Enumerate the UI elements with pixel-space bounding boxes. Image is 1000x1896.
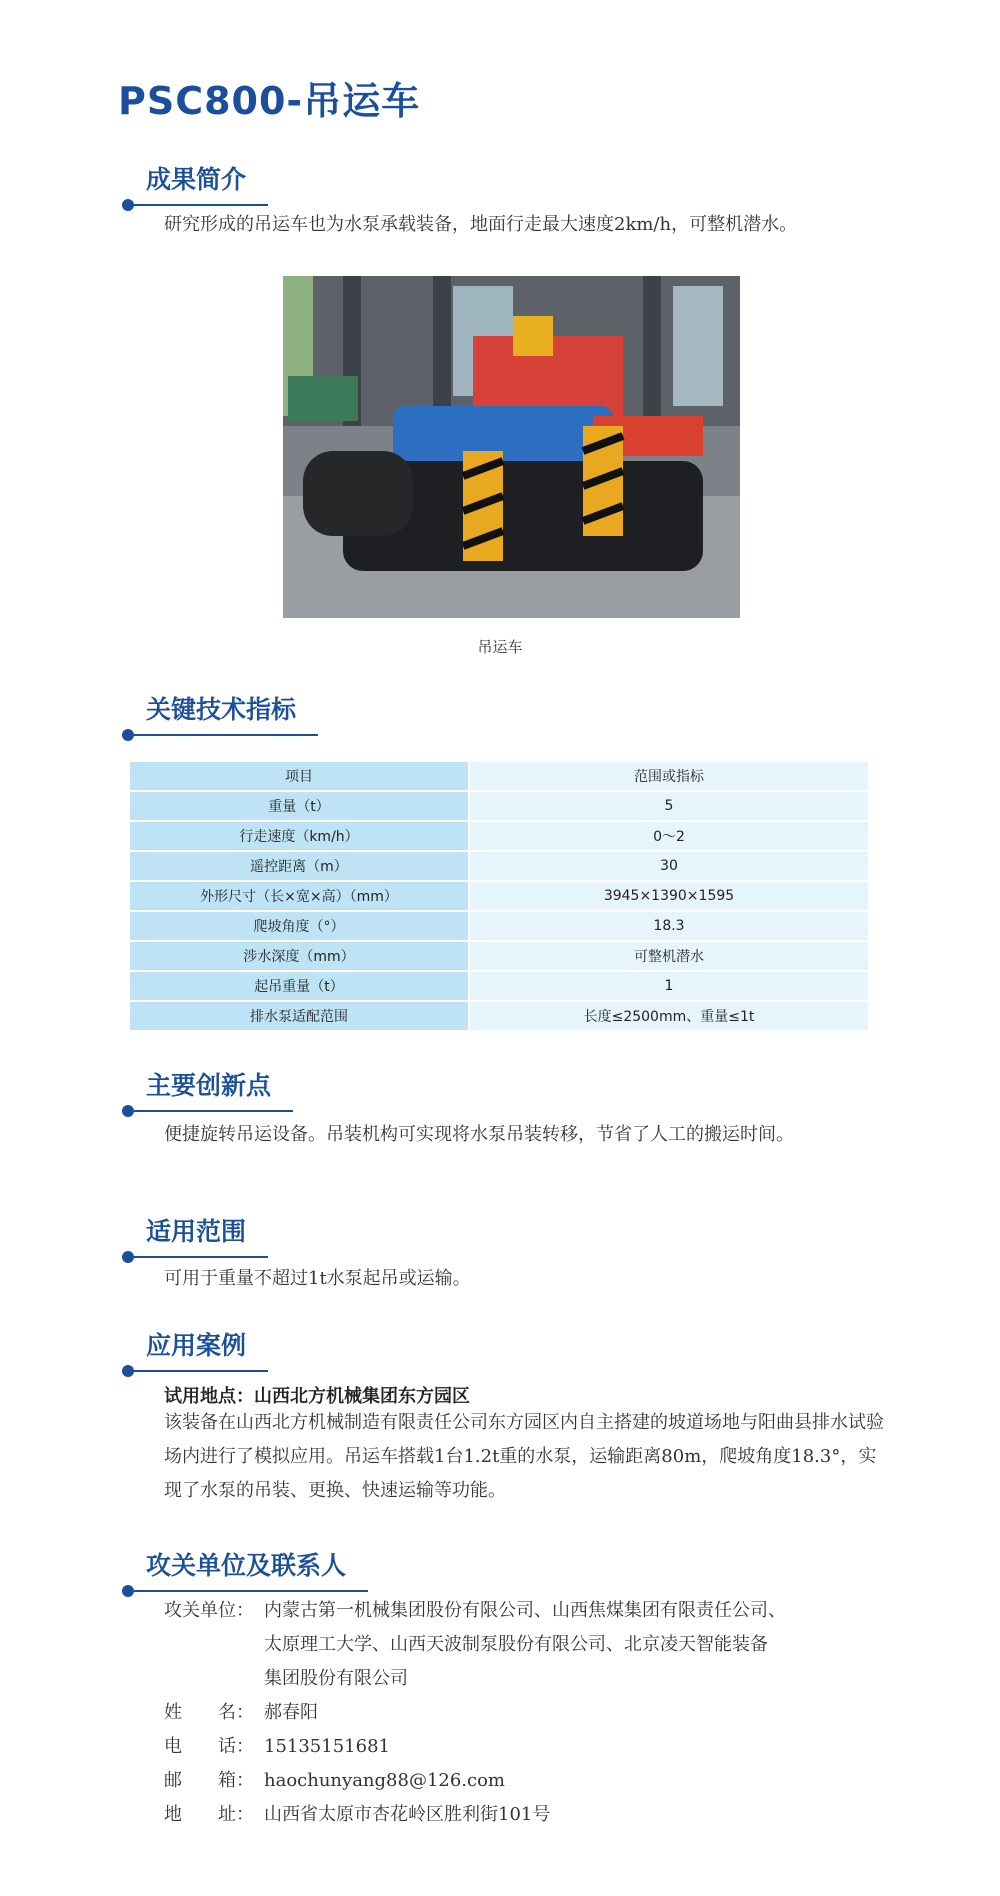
spec-value: 1	[470, 972, 868, 1000]
scope-text: 可用于重量不超过1t水泵起吊或运输。	[164, 1268, 471, 1289]
spec-value: 0～2	[470, 822, 868, 850]
intro-text: 研究形成的吊运车也为水泵承载装备，地面行走最大速度2km/h，可整机潜水。	[164, 214, 798, 235]
unit-line: 集团股份有限公司	[264, 1668, 408, 1689]
section-heading-specs	[122, 692, 318, 736]
contact-email-row	[164, 1764, 864, 1798]
heading-dot-icon	[122, 729, 134, 741]
spec-item: 遥控距离（m）	[130, 852, 470, 880]
spec-item: 排水泵适配范围	[130, 1002, 470, 1030]
section-title: 关键技术指标	[146, 695, 297, 724]
spec-table	[130, 760, 868, 1032]
section-title: 主要创新点	[146, 1071, 272, 1100]
spec-item: 行走速度（km/h）	[130, 822, 470, 850]
address-value: 山西省太原市杏花岭区胜利街101号	[264, 1804, 551, 1825]
spec-item: 爬坡角度（°）	[130, 912, 470, 940]
section-heading-intro	[122, 162, 268, 206]
section-title: 攻关单位及联系人	[146, 1551, 347, 1580]
contact-phone-row	[164, 1730, 864, 1764]
section-title: 适用范围	[146, 1217, 247, 1246]
email-value: haochunyang88@126.com	[264, 1770, 506, 1791]
spec-item: 重量（t）	[130, 792, 470, 820]
heading-dot-icon	[122, 1251, 134, 1263]
spec-value: 可整机潜水	[470, 942, 868, 970]
section-heading-cases	[122, 1328, 268, 1372]
heading-dot-icon	[122, 1585, 134, 1597]
vehicle-photo	[283, 276, 740, 618]
table-row	[130, 852, 868, 880]
spec-value: 5	[470, 792, 868, 820]
page-title: PSC800-吊运车	[118, 79, 421, 123]
header-item: 项目	[130, 762, 470, 790]
contact-unit-row	[164, 1594, 864, 1696]
heading-dot-icon	[122, 199, 134, 211]
name-label: 姓 名：	[164, 1702, 254, 1723]
phone-label: 电 话：	[164, 1736, 254, 1757]
spec-item: 涉水深度（mm）	[130, 942, 470, 970]
contact-address-row	[164, 1798, 864, 1832]
section-title: 成果简介	[146, 165, 247, 194]
spec-item: 起吊重量（t）	[130, 972, 470, 1000]
address-label: 地 址：	[164, 1804, 254, 1825]
unit-value	[264, 1594, 864, 1696]
name-value: 郝春阳	[264, 1702, 318, 1723]
table-row	[130, 1002, 868, 1030]
table-row	[130, 882, 868, 910]
table-row	[130, 912, 868, 940]
heading-dot-icon	[122, 1105, 134, 1117]
innovation-text: 便捷旋转吊运设备。吊装机构可实现将水泵吊装转移，节省了人工的搬运时间。	[164, 1124, 794, 1145]
header-value: 范围或指标	[470, 762, 868, 790]
section-heading-innovation	[122, 1068, 293, 1112]
section-title: 应用案例	[146, 1331, 247, 1360]
table-row	[130, 942, 868, 970]
spec-value: 18.3	[470, 912, 868, 940]
spec-value: 3945×1390×1595	[470, 882, 868, 910]
case-site: 试用地点：山西北方机械集团东方园区	[164, 1386, 470, 1407]
unit-line: 太原理工大学、山西天波制泵股份有限公司、北京凌天智能装备	[264, 1634, 768, 1655]
case-text: 该装备在山西北方机械制造有限责任公司东方园区内自主搭建的坡道场地与阳曲县排水试验场内进行了模拟应用。吊运车搭载1台1.2t重的水泵，运输距离80m，爬坡角度18.3°，实现了水泵的吊装、更换、快速运输等功能。	[164, 1412, 884, 1501]
photo-caption: 吊运车	[477, 638, 523, 656]
email-label: 邮 箱：	[164, 1770, 254, 1791]
unit-line: 内蒙古第一机械集团股份有限公司、山西焦煤集团有限责任公司、	[264, 1600, 786, 1621]
phone-value: 15135151681	[264, 1736, 390, 1757]
spec-value: 长度≤2500mm、重量≤1t	[470, 1002, 868, 1030]
spec-item: 外形尺寸（长×宽×高）（mm）	[130, 882, 470, 910]
unit-label: 攻关单位：	[164, 1600, 254, 1621]
section-heading-scope	[122, 1214, 268, 1258]
heading-dot-icon	[122, 1365, 134, 1377]
table-row	[130, 822, 868, 850]
contact-name-row	[164, 1696, 864, 1730]
spec-value: 30	[470, 852, 868, 880]
section-heading-contact	[122, 1548, 368, 1592]
table-row	[130, 792, 868, 820]
table-header-row	[130, 762, 868, 790]
table-row	[130, 972, 868, 1000]
